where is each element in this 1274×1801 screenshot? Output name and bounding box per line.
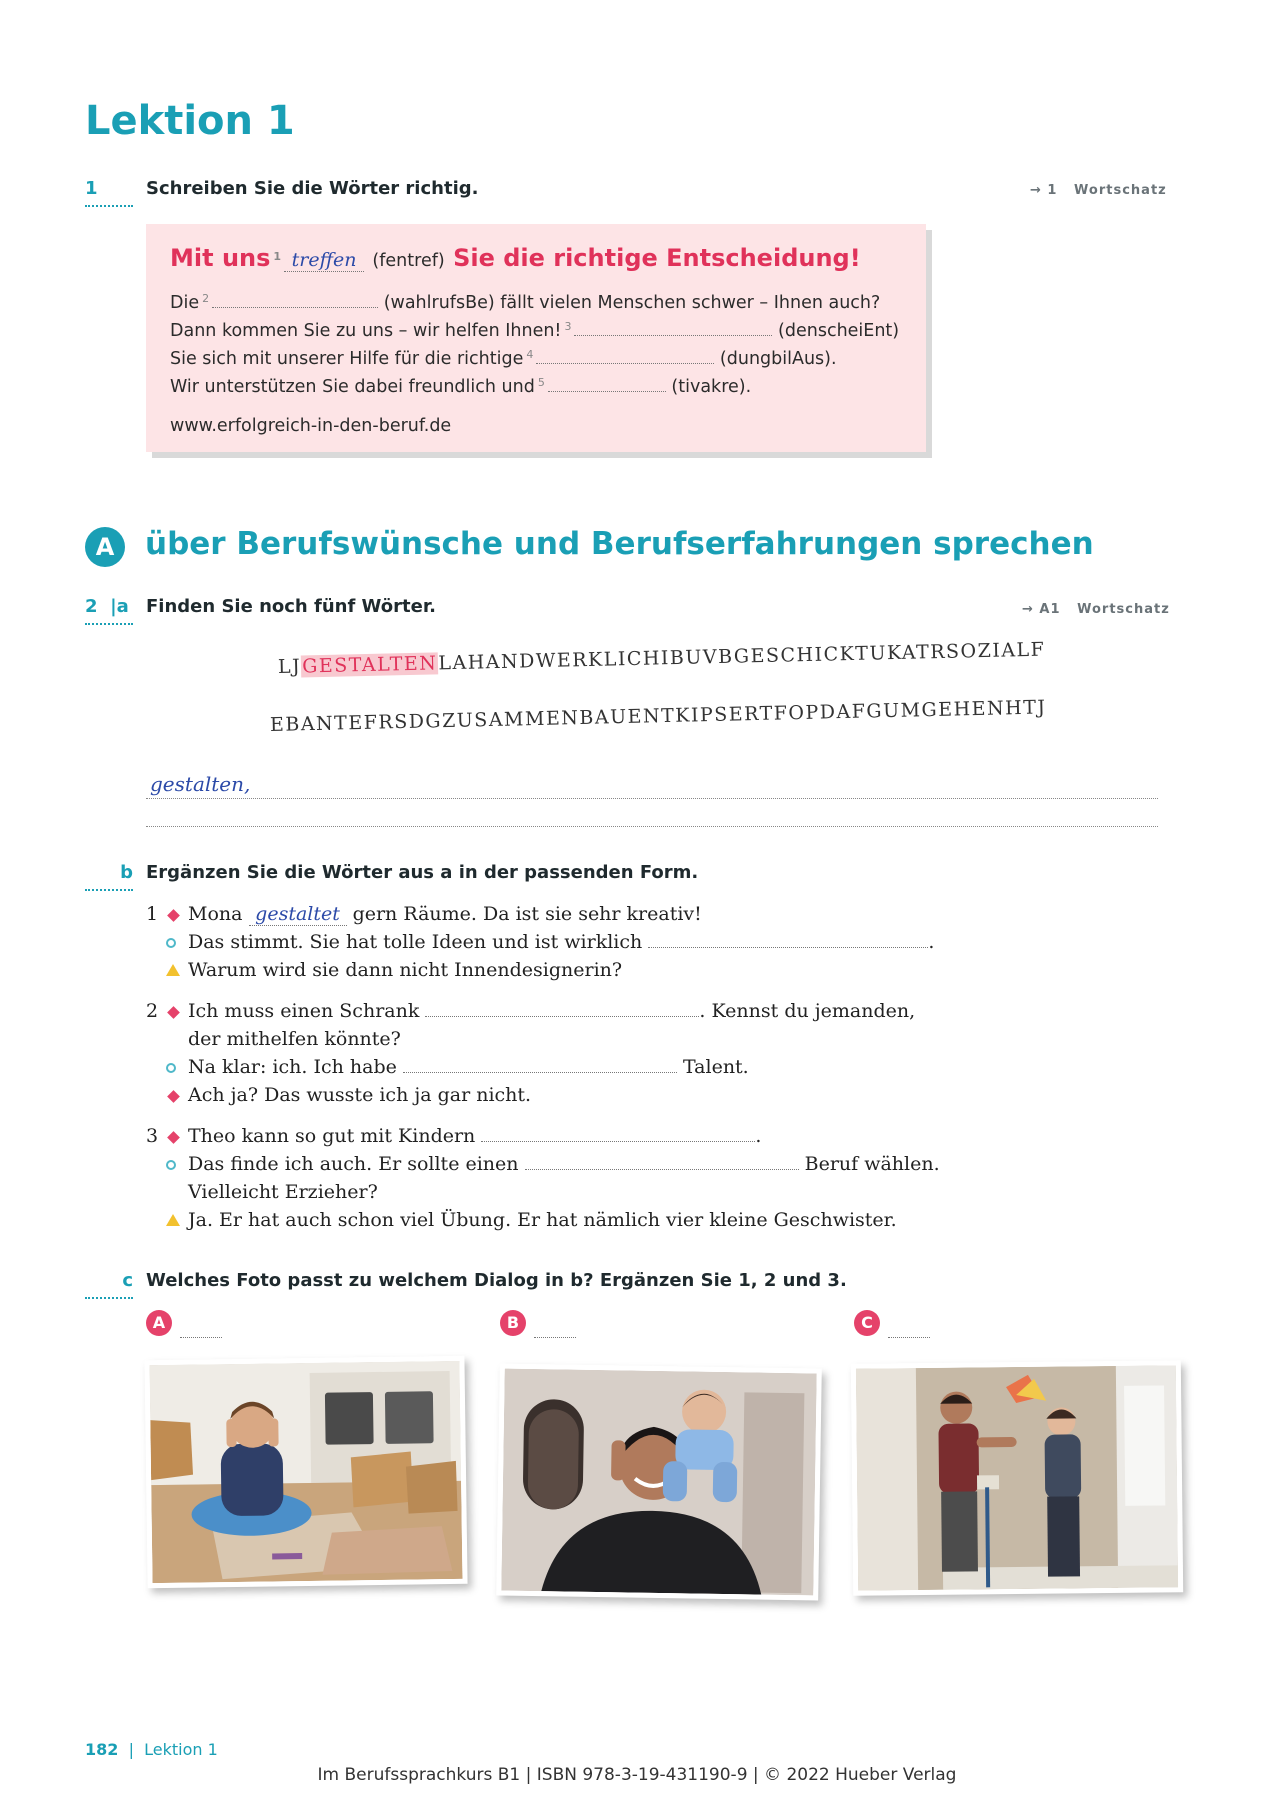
word-puzzle-row-2: EBANTEFRSDGZUSAMMENBAUENTKIPSERTFOPDAFGUMGEHENHTJ — [269, 696, 1047, 736]
exercise-2c-letter: c — [85, 1270, 133, 1299]
answer-input-b6[interactable] — [525, 1155, 799, 1170]
text: Das stimmt. Sie hat tolle Ideen und ist wirklich — [188, 931, 643, 953]
text: (dungbilAus). — [719, 349, 837, 369]
puzzle-text: LJ — [277, 655, 302, 678]
page-footer — [85, 1740, 218, 1759]
dialog-2-line-1b: der mithelfen könnte? — [188, 1028, 401, 1050]
highlighted-word: GESTALTEN — [301, 652, 438, 678]
answer-input-1[interactable]: treffen — [284, 249, 364, 272]
separator: | — [128, 1740, 134, 1759]
speaker-diamond-icon — [167, 1090, 180, 1103]
ad-head-pre: Mit uns — [170, 244, 271, 272]
dialog-1-line-3 — [166, 959, 622, 981]
word-puzzle-row-1 — [278, 639, 1046, 678]
advertisement-box — [146, 224, 926, 452]
dialog-3-line-3 — [166, 1209, 897, 1231]
reference-arrow: → A1 — [1022, 602, 1061, 617]
reference-label: Wortschatz — [1074, 183, 1167, 198]
speaker-triangle-icon — [166, 1214, 180, 1226]
text: Beruf wählen. — [804, 1153, 940, 1175]
father-child-image — [501, 1369, 816, 1596]
photo-c-badge: C — [854, 1310, 880, 1336]
photo-c-image — [856, 1365, 1178, 1590]
dialog-number: 1 — [146, 903, 159, 925]
text: Warum wird sie dann nicht Innendesignerin? — [188, 959, 623, 981]
text: Die — [170, 293, 200, 313]
ad-head-post: Sie die richtige Entscheidung! — [453, 244, 861, 272]
dialog-number: 3 — [146, 1125, 159, 1147]
puzzle-text: LAHANDWERKLICHIBUVBGESCHICKTUKATRSOZIALF — [438, 638, 1046, 675]
answer-input-3[interactable] — [574, 321, 772, 336]
gap-number: 1 — [273, 250, 282, 263]
reference-label: Wortschatz — [1077, 602, 1170, 617]
photo-a-badge: A — [146, 1310, 172, 1336]
answer-input-b2[interactable] — [648, 933, 928, 948]
text: Dann kommen Sie zu uns – wir helfen Ihnen! — [170, 321, 562, 341]
answer-input-b5[interactable] — [481, 1127, 755, 1142]
text: Ja. Er hat auch schon viel Übung. Er hat nämlich vier kleine Geschwister. — [188, 1209, 897, 1231]
answer-input-4[interactable] — [536, 349, 714, 364]
gap-number: 2 — [202, 292, 210, 305]
photo-a-image — [149, 1361, 462, 1583]
text: Talent. — [682, 1056, 749, 1078]
dialog-1-line-2 — [166, 931, 934, 953]
text: Sie sich mit unserer Hilfe für die richtige — [170, 349, 524, 369]
gap-number: 5 — [537, 376, 545, 389]
reference-arrow: → 1 — [1030, 183, 1058, 198]
speaker-diamond-icon — [167, 1006, 180, 1019]
copyright-line: Im Berufssprachkurs B1 | ISBN 978-3-19-431190-9 | © 2022 Hueber Verlag — [317, 1765, 957, 1785]
photo-b-answer-input[interactable] — [534, 1336, 576, 1338]
photo-c — [851, 1360, 1183, 1595]
answer-input-b4[interactable] — [403, 1058, 677, 1073]
exercise-1-number: 1 — [85, 178, 133, 207]
footer-lesson: Lektion 1 — [144, 1740, 218, 1759]
exercise-2b-letter: b — [85, 862, 133, 891]
text: (wahlrufsBe) fällt vielen Menschen schwer – Ihnen auch? — [383, 293, 881, 313]
text: (tivakre). — [671, 377, 752, 397]
text: (denscheiEnt) — [778, 321, 900, 341]
text: . Kennst du jemanden, — [699, 1000, 916, 1022]
text: Mona — [188, 903, 243, 925]
photo-c-answer-input[interactable] — [888, 1336, 930, 1338]
photo-a — [144, 1356, 467, 1588]
answer-input-b3[interactable] — [425, 1002, 699, 1017]
dialog-2-line-1 — [146, 1000, 915, 1022]
text: gern Räume. Da ist sie sehr kreativ! — [352, 903, 702, 925]
text: Ach ja? Das wusste ich ja gar nicht. — [188, 1084, 532, 1106]
exercise-1-reference — [1030, 183, 1167, 198]
dialog-3-line-2 — [166, 1153, 940, 1175]
dialog-3-line-2b: Vielleicht Erzieher? — [188, 1181, 378, 1203]
exercise-2a-number: 2 |a — [85, 596, 133, 625]
speaker-circle-icon — [166, 938, 176, 948]
gap-number: 4 — [526, 348, 534, 361]
answer-input-2[interactable] — [212, 293, 378, 308]
photo-b-image — [501, 1369, 816, 1596]
ad-line-2 — [170, 292, 880, 313]
section-a-badge: A — [85, 527, 125, 567]
ad-url: www.erfolgreich-in-den-beruf.de — [170, 416, 452, 436]
lesson-title: Lektion 1 — [85, 98, 295, 144]
text: Theo kann so gut mit Kindern — [188, 1125, 476, 1147]
exercise-2a-reference — [1022, 602, 1170, 617]
found-words-answer[interactable]: gestalten, — [150, 772, 251, 796]
exercise-2c-instruction: Welches Foto passt zu welchem Dialog in b? Ergänzen Sie 1, 2 und 3. — [146, 1270, 847, 1291]
text: Wir unterstützen Sie dabei freundlich und — [170, 377, 535, 397]
section-a-title: über Berufswünsche und Berufserfahrungen sprechen — [145, 526, 1094, 562]
answer-line-2[interactable] — [146, 826, 1158, 827]
text: Das finde ich auch. Er sollte einen — [188, 1153, 519, 1175]
ad-line-5 — [170, 376, 751, 397]
exercise-2b-instruction: Ergänzen Sie die Wörter aus a in der passenden Form. — [146, 862, 699, 883]
ad-line-3 — [170, 320, 899, 341]
ad-line-4 — [170, 348, 837, 369]
speaker-circle-icon — [166, 1063, 176, 1073]
painting-wall-image — [856, 1365, 1178, 1590]
dialog-2-line-2 — [166, 1056, 749, 1078]
dialog-3-line-1 — [146, 1125, 761, 1147]
text: Na klar: ich. Ich habe — [188, 1056, 397, 1078]
frustrated-man-image — [149, 1361, 462, 1583]
page-number: 182 — [85, 1740, 119, 1759]
photo-b-badge: B — [500, 1310, 526, 1336]
text: . — [928, 931, 935, 953]
speaker-diamond-icon — [167, 909, 180, 922]
exercise-letter: a — [116, 596, 129, 617]
exercise-1-instruction: Schreiben Sie die Wörter richtig. — [146, 178, 479, 199]
text: Ich muss einen Schrank — [188, 1000, 420, 1022]
ad-headline — [170, 244, 861, 272]
photo-a-answer-input[interactable] — [180, 1336, 222, 1338]
answer-input-5[interactable] — [548, 377, 666, 392]
photo-b — [496, 1363, 822, 1600]
answer-input-b1[interactable]: gestaltet — [249, 903, 347, 926]
answer-line-1[interactable] — [146, 798, 1158, 799]
gap-number: 3 — [564, 320, 572, 333]
dialog-1-line-1 — [146, 903, 702, 926]
hint-1: (fentref) — [372, 251, 445, 271]
dialog-number: 2 — [146, 1000, 159, 1022]
text: . — [755, 1125, 762, 1147]
dialog-2-line-3 — [166, 1084, 531, 1106]
exercise-number: 2 — [85, 596, 98, 617]
speaker-circle-icon — [166, 1160, 176, 1170]
speaker-diamond-icon — [167, 1131, 180, 1144]
speaker-triangle-icon — [166, 964, 180, 976]
exercise-2a-instruction: Finden Sie noch fünf Wörter. — [146, 596, 436, 617]
